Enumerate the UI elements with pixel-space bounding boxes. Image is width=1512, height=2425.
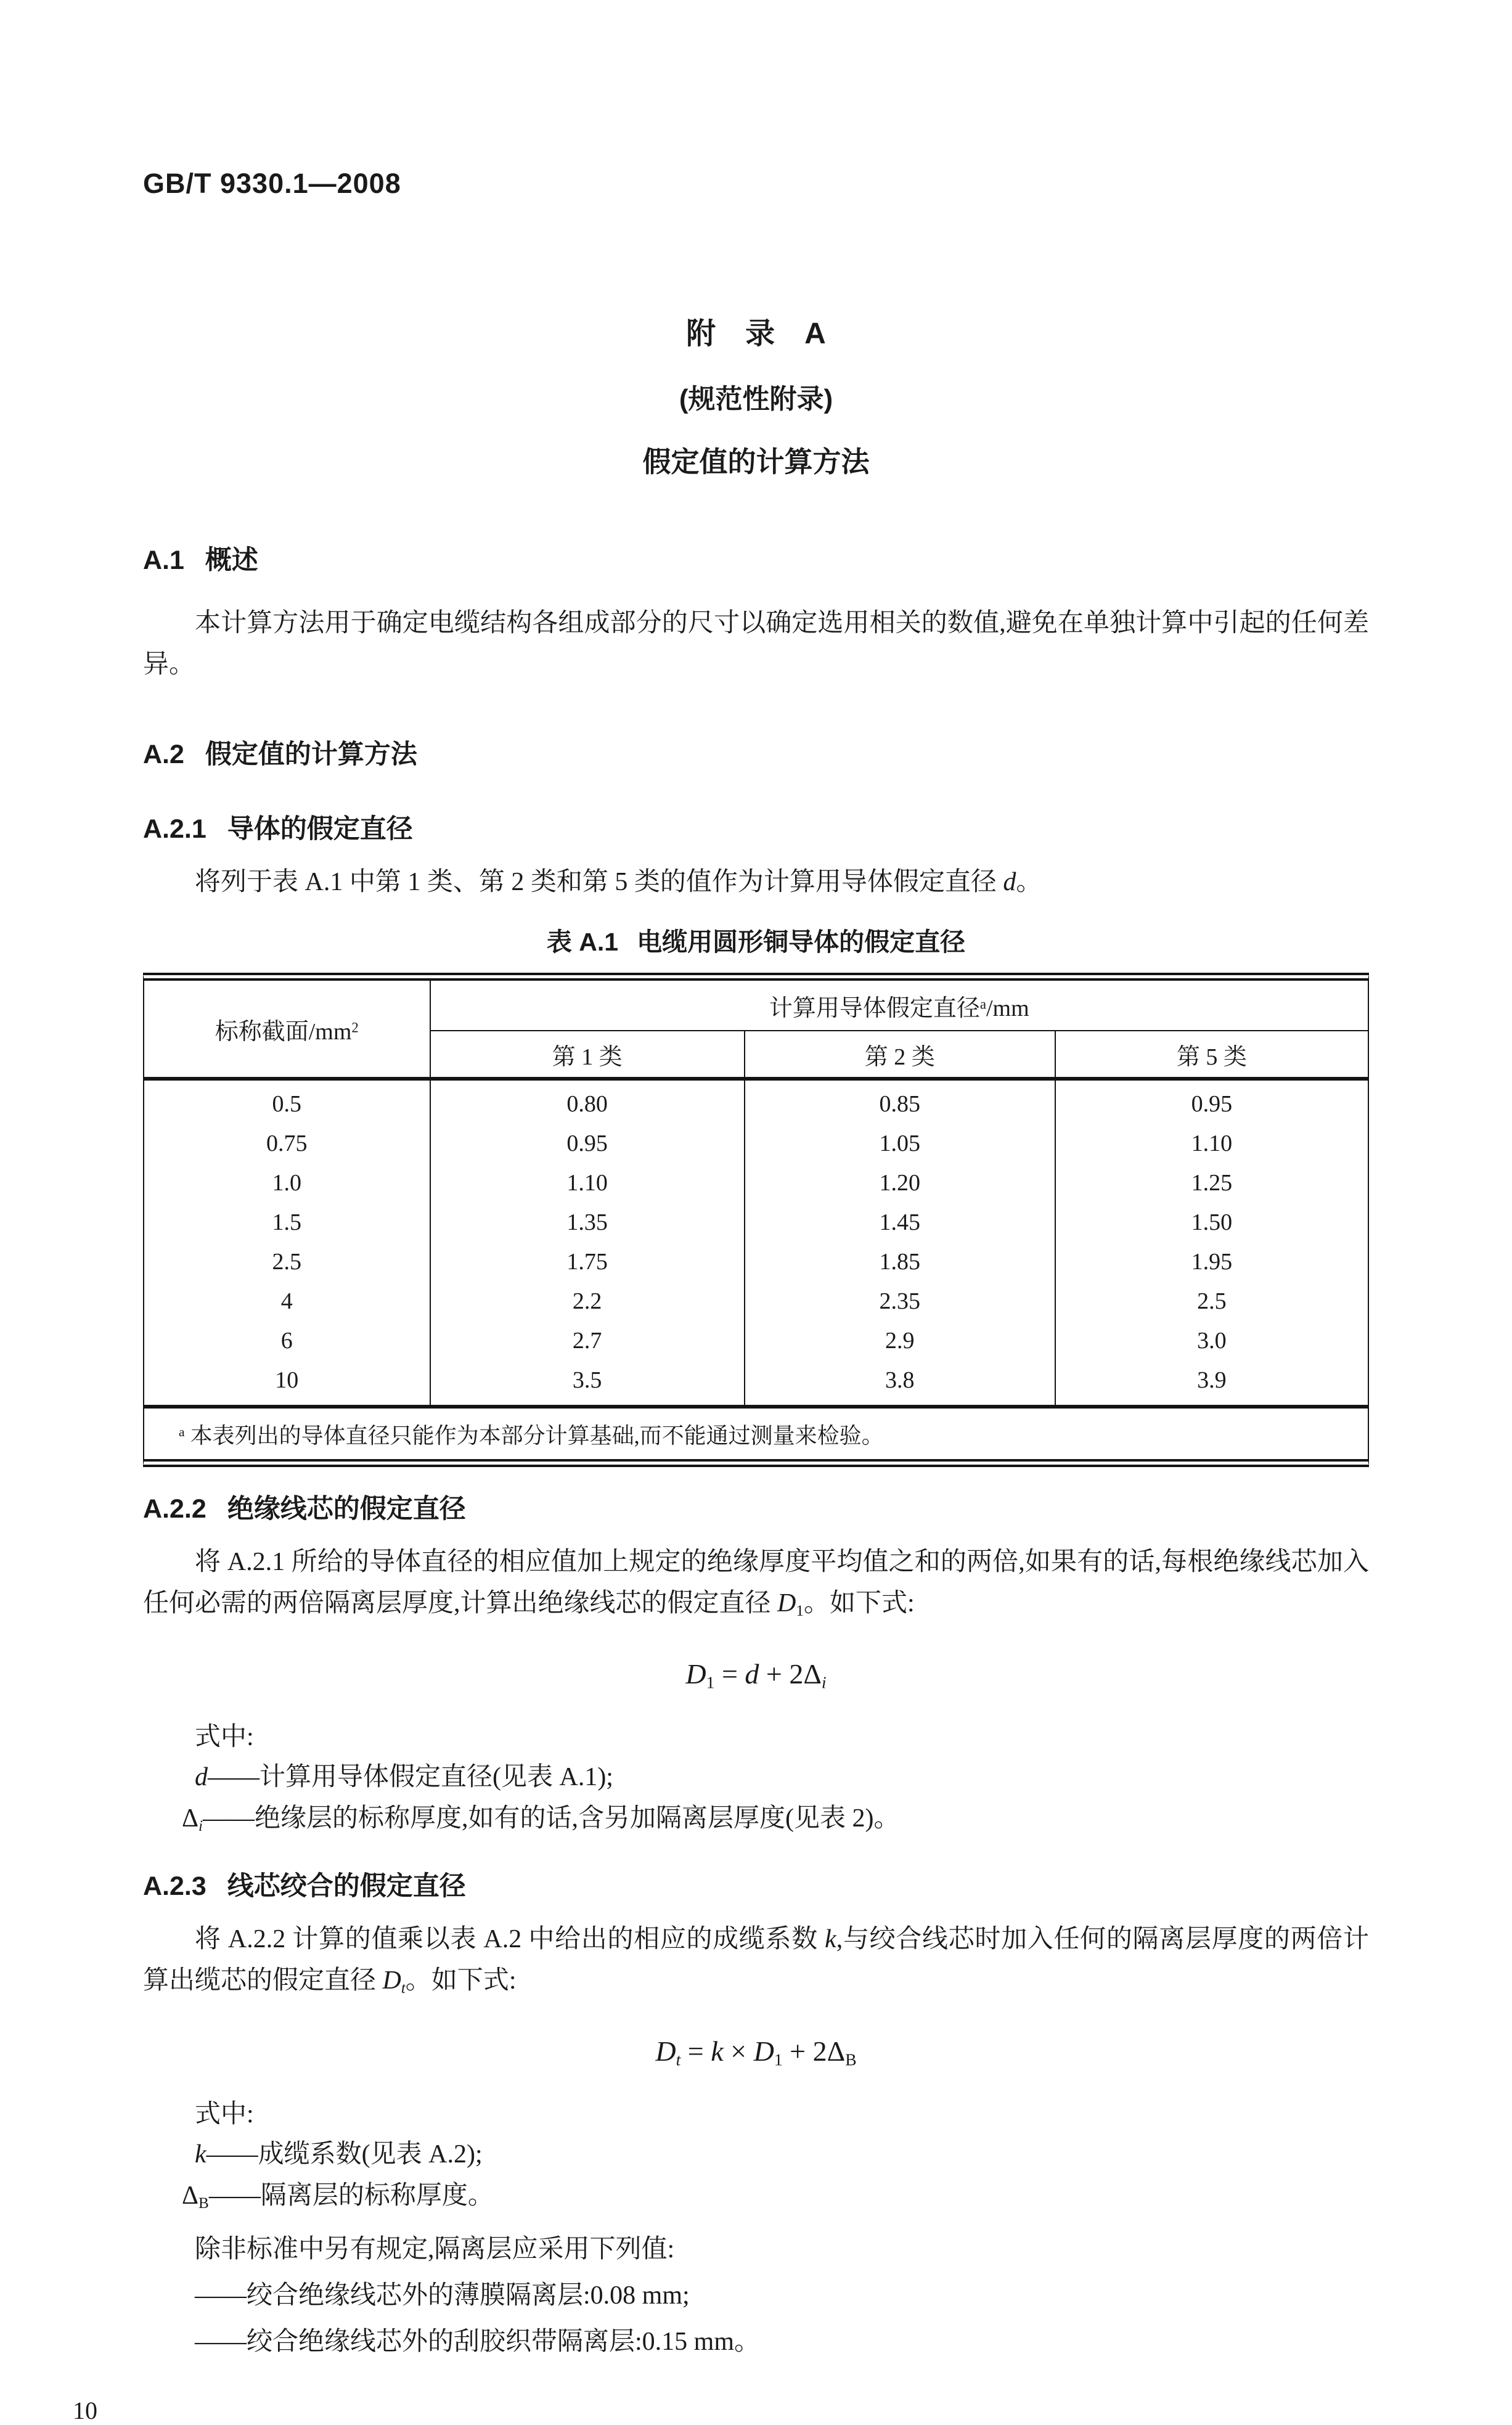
table-row: [144, 1360, 1368, 1405]
section-title: 绝缘线芯的假定直径: [227, 1494, 466, 1524]
formula-segment: t: [676, 2050, 681, 2069]
paragraph-a21: [143, 862, 1369, 903]
formula-segment: D: [753, 2035, 774, 2067]
formula-segment: ,与绞合线芯时加入任何的隔离层厚度的两倍计算出缆芯的假定直径: [143, 1924, 1369, 1995]
formula-segment: k: [195, 2140, 206, 2169]
appendix-heading: 假定值的计算方法: [642, 446, 870, 478]
formula-segment: i: [821, 1672, 827, 1692]
table-a1-caption: [143, 922, 1369, 958]
section-title: 线芯绞合的假定直径: [227, 1871, 466, 1901]
list-item-film-separator: ——绞合绝缘线芯外的薄膜隔离层:0.08 mm;: [195, 2281, 690, 2310]
column-group-header-diameter: [430, 981, 1368, 1031]
formula-segment: 2: [351, 1020, 359, 1036]
formula-segment: 将 A.2.1 所给的导体直径的相应值加上规定的绝缘厚度平均值之和的两倍,如果有的话,每根绝缘线芯加入任何必需的两倍隔离层厚度,计算出绝缘线芯的假定直径: [143, 1548, 1369, 1617]
section-number: A.2.1: [143, 814, 206, 844]
formula-segment: t: [401, 1979, 406, 1997]
paragraph-a23: [143, 1919, 1369, 2009]
table-cell: 3.8: [744, 1360, 1055, 1405]
paragraph-a22: [143, 1542, 1369, 1632]
table-cell: 2.9: [744, 1321, 1055, 1360]
formula-d1: [143, 1658, 1369, 1693]
table-cell: 1.35: [430, 1203, 744, 1242]
formula-segment: /mm: [986, 995, 1029, 1021]
formula-intro-a22: 式中:: [195, 1722, 254, 1751]
formula-segment: d: [195, 1762, 208, 1791]
formula-segment: D: [685, 1658, 706, 1690]
definition-symbol: [195, 2140, 206, 2169]
table-cell: 1.25: [1055, 1163, 1368, 1203]
table-caption-text: 电缆用圆形铜导体的假定直径: [637, 928, 966, 956]
definition-symbol: [195, 1763, 208, 1791]
definition-symbol: [182, 2182, 209, 2210]
table-cell: 1.5: [272, 1209, 301, 1235]
appendix-subtitle: (规范性附录): [679, 384, 833, 414]
table-row: [144, 1282, 1368, 1321]
table-row: [144, 1081, 1368, 1124]
formula-segment: 1: [706, 1672, 715, 1692]
table-cell: 0.85: [744, 1081, 1055, 1124]
column-header-class-2: 第 2 类: [744, 1031, 1055, 1081]
table-cell: 0.80: [430, 1081, 744, 1124]
formula-segment: ×: [723, 2035, 754, 2067]
table-cell: 2.5: [1055, 1282, 1368, 1321]
table-cell: 6: [280, 1328, 293, 1354]
formula-dt: [143, 2035, 1369, 2070]
table-cell: 1.95: [1055, 1242, 1368, 1282]
formula-segment: =: [714, 1658, 745, 1690]
table-a1: [143, 973, 1369, 1467]
doc-number: GB/T 9330.1—2008: [143, 168, 401, 199]
table-cell: 0.95: [1055, 1081, 1368, 1124]
formula-segment: i: [198, 1817, 203, 1834]
formula-segment: 1: [796, 1603, 804, 1620]
table-row: [144, 1163, 1368, 1203]
table-cell: 2.7: [430, 1321, 744, 1360]
formula-segment: D: [655, 2035, 676, 2067]
table-a1-header: [144, 981, 1368, 1081]
appendix-title: 附 录 A: [686, 317, 826, 350]
table-cell: 0.5: [272, 1091, 301, 1117]
formula-segment: 。如下式:: [803, 1589, 915, 1617]
formula-segment: =: [680, 2035, 711, 2067]
definition-text: ——成缆系数(见表 A.2);: [206, 2140, 483, 2169]
section-number: A.2.3: [143, 1871, 206, 1901]
section-a2-heading: [143, 734, 1369, 771]
formula-segment: 标称截面/mm: [215, 1018, 352, 1045]
formula-segment: 将列于表 A.1 中第 1 类、第 2 类和第 5 类的值作为计算用导体假定直径: [195, 868, 1003, 896]
formula-segment: 将 A.2.2 计算的值乘以表 A.2 中给出的相应的成缆系数: [195, 1924, 825, 1953]
table-cell: 2.35: [744, 1282, 1055, 1321]
table-footnote: [144, 1405, 1368, 1459]
table-cell: 1.50: [1055, 1203, 1368, 1242]
formula-segment: B: [198, 2194, 209, 2212]
formula-segment: Δ: [182, 1804, 199, 1833]
formula-segment: 。: [1016, 868, 1042, 896]
table-cell: 2.5: [272, 1249, 301, 1275]
table-row: [144, 1321, 1368, 1360]
formula-segment: 计算用导体假定直径: [769, 995, 980, 1021]
table-a1-body: [144, 1081, 1368, 1405]
formula-segment: a: [979, 996, 986, 1012]
paragraph-a1: 本计算方法用于确定电缆结构各组成部分的尺寸以确定选用相关的数值,避免在单独计算中引起的任何差异。: [143, 609, 1369, 679]
table-cell: 0.95: [430, 1124, 744, 1163]
formula-segment: D: [382, 1966, 401, 1995]
definition-delta-b: [143, 2175, 1369, 2224]
table-header-row: [144, 981, 1368, 1031]
table-cell: 3.9: [1055, 1360, 1368, 1405]
section-title: 导体的假定直径: [227, 814, 413, 844]
definition-k: [143, 2134, 1369, 2175]
formula-segment: a: [179, 1424, 185, 1439]
definition-delta-i: [143, 1798, 1369, 1847]
table-a1-footer: [144, 1405, 1368, 1459]
note-separator-values: 除非标准中另有规定,隔离层应采用下列值:: [195, 2235, 675, 2263]
table-row: [144, 1203, 1368, 1242]
definition-text: ——绝缘层的标称厚度,如有的话,含另加隔离层厚度(见表 2)。: [203, 1804, 900, 1833]
formula-segment: + 2Δ: [759, 1658, 822, 1690]
table-cell: 0.75: [266, 1131, 308, 1156]
table-row: [144, 1124, 1368, 1163]
formula-segment: 1: [774, 2050, 783, 2069]
table-cell: 4: [280, 1288, 293, 1314]
table-cell: 10: [275, 1367, 299, 1393]
section-number: A.2: [143, 740, 184, 769]
definition-text: ——计算用导体假定直径(见表 A.1);: [208, 1762, 613, 1791]
section-a23-heading: [143, 1865, 1369, 1903]
section-number: A.1: [143, 546, 184, 575]
table-cell: 1.0: [272, 1170, 301, 1196]
page-number: 10: [73, 2396, 97, 2424]
table-cell: 1.20: [744, 1163, 1055, 1203]
table-cell: 1.75: [430, 1242, 744, 1282]
formula-segment: D: [777, 1589, 796, 1617]
formula-segment: + 2Δ: [782, 2035, 846, 2067]
column-header-class-5: 第 5 类: [1055, 1031, 1368, 1081]
definition-d: [143, 1757, 1369, 1798]
table-caption-number: 表 A.1: [546, 928, 619, 956]
formula-segment: Δ: [182, 2181, 199, 2210]
section-a21-heading: [143, 808, 1369, 846]
section-a22-heading: [143, 1488, 1369, 1526]
table-cell: 3.5: [430, 1360, 744, 1405]
section-title: 概述: [205, 546, 258, 575]
list-item-tape-separator: ——绞合绝缘线芯外的刮胶织带隔离层:0.15 mm。: [195, 2327, 761, 2356]
formula-segment: d: [745, 1658, 759, 1690]
table-cell: 1.85: [744, 1242, 1055, 1282]
table-cell: 1.05: [744, 1124, 1055, 1163]
definition-text: ——隔离层的标称厚度。: [208, 2181, 494, 2210]
table-cell: 2.2: [430, 1282, 744, 1321]
formula-intro-a23: 式中:: [195, 2100, 254, 2129]
definition-symbol: [182, 1804, 203, 1833]
formula-segment: 。如下式:: [405, 1966, 517, 1995]
table-cell: 1.10: [1055, 1124, 1368, 1163]
table-cell: 1.45: [744, 1203, 1055, 1242]
formula-segment: 本表列出的导体直径只能作为本部分计算基础,而不能通过测量来检验。: [184, 1423, 884, 1448]
column-header-class-1: 第 1 类: [430, 1031, 744, 1081]
section-a1-heading: [143, 539, 1369, 577]
formula-segment: k: [825, 1924, 836, 1953]
table-cell: 1.10: [430, 1163, 744, 1203]
column-header-nominal-section: [144, 981, 430, 1081]
section-number: A.2.2: [143, 1494, 206, 1524]
formula-segment: B: [845, 2050, 857, 2069]
table-footnote-row: [144, 1405, 1368, 1459]
table-row: [144, 1242, 1368, 1282]
formula-segment: d: [1003, 868, 1016, 896]
appendix-title-block: [143, 309, 1369, 480]
formula-segment: k: [711, 2035, 724, 2067]
section-title: 假定值的计算方法: [205, 740, 417, 769]
table-cell: 3.0: [1055, 1321, 1368, 1360]
